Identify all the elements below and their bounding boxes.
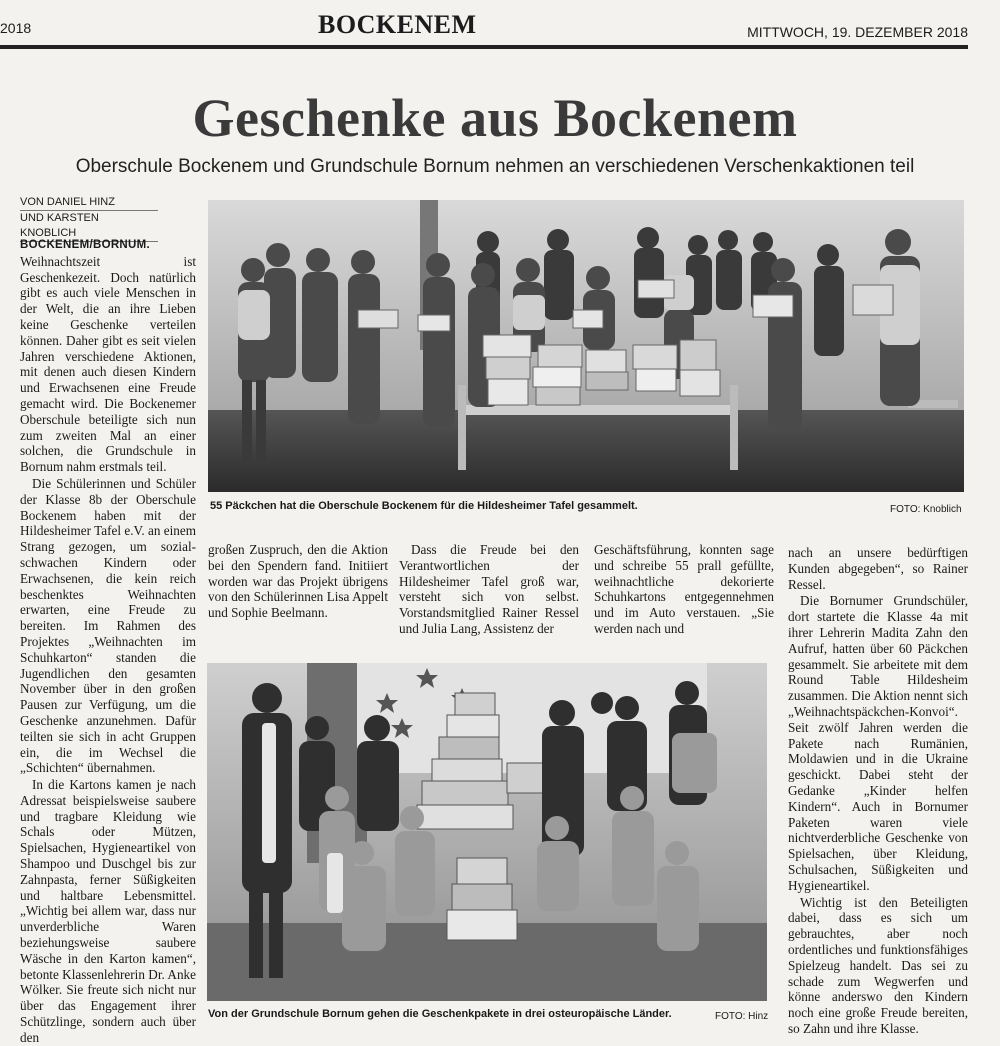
article-column-3 [399,542,579,638]
paragraph: großen Zuspruch, den die Aktion bei den Spendern fand. Initiiert worden war das Projekt übrigens von den Schülerinnen Lisa Appelt und Sophie Beelmann. [208,542,388,621]
paragraph [20,236,196,475]
paragraph-text: Weihnachtszeit ist Geschenkezeit. Doch natürlich gibt es auch viele Menschen in der Welt, die an ihre Lieben keine Geschenke verteilen können. Daher gibt es seit vielen Jahren verschiedene Aktionen, mit denen auch diesen Kindern und Erwachsenen eine Freude gemacht wird. Die Bockenemer Oberschule beteiligte sich nun zum zweiten Mal an einer solchen, die Grundschule in Bornum nahm erstmals teil. [20,253,196,475]
article-column-4 [594,542,774,638]
header-rule [0,45,968,49]
page-number-fragment: 2018 [0,20,32,36]
photo-credit-top: FOTO: Knoblich [890,504,962,515]
byline-author-1: VON DANIEL HINZ [20,195,158,211]
paragraph: Dass die Freude bei den Verantwortlichen der Hildesheimer Tafel groß war, versteht sich von selbst. Vorstandsmitglied Rainer Ressel und Julia Lang, Assistenz der [399,542,579,636]
photo-caption-bottom: Von der Grundschule Bornum gehen die Geschenkpakete in drei osteuropäische Länder. [208,1008,672,1020]
paragraph: Die Bornumer Grundschüler, dort startete die Klasse 4a mit ihrer Lehrerin Madita Zahn den Aufruf, hatten über 60 Päckchen gesammelt. Sie arbeitete mit dem Round Table Hildesheim zusammen. Die Aktion nennt sich „Weihnachtspäckchen-Konvoi“. Seit zwölf Jahren werden die Pakete nach Rumänien, Moldawien und in die Ukraine geschickt. Dabei steht der Gedanke „Kinder helfen Kindern“. Auch in Bornumer Paketen waren viele nichtverderbliche Geschenke von Spielsachen, über Kleidung, Schulsachen, Süßigkeiten und Hygieneartikel. [788,593,968,893]
photo-caption-top: 55 Päckchen hat die Oberschule Bockenem für die Hildesheimer Tafel gesammelt. [210,500,638,512]
paragraph: Geschäftsführung, konnten sage und schreibe 55 prall gefüllte, weihnachtliche dekorierte Schuhkartons entgegennehmen und im Auto verstauen. „Sie werden nach und [594,542,774,636]
photo-grundschule-image [207,663,767,1001]
photo-credit-bottom: FOTO: Hinz [715,1011,769,1022]
section-title: BOCKENEM [318,10,477,39]
paragraph: Die Schülerinnen und Schüler der Klasse 8b der Oberschule Bockenem haben mit der Hildesheimer Tafel e.V. an einem Strang gezogen, um sozial-schwachen Kindern oder Erwachsenen, die kein reich beschenktes Weihnachten erwarten, eine Freude zu bereiten. Im Rahmen des Projektes „Weihnachten im Schuhkarton“ standen die Jugendlichen den gesamten November über in den großen Pausen zur Verfügung, um die Geschenke anzunehmen. Dafür teilten sie sich in acht Gruppen ein, die im Wechsel die „Schichten“ übernahmen. [20,475,196,776]
dateline: BOCKENEM/BORNUM. [20,239,151,251]
article-column-2 [208,542,388,638]
paragraph: Wichtig ist den Beteiligten dabei, dass es sich um gebrauchtes, aber noch ordentliches und funktionsfähiges Spielzeug handelt. Das sei zu schade zum Wegwerfen und könne anderswo den Kindern noch eine große Freude bereiten, so Zahn und ihre Klasse. [788,894,968,1036]
article-column-1 [20,236,196,1045]
paragraph: nach an unsere bedürftigen Kunden abgegeben“, so Rainer Ressel. [788,545,968,592]
photo-oberschule-image [208,200,964,492]
byline-author-2: UND KARSTEN KNOBLICH [20,211,158,242]
article-headline: Geschenke aus Bockenem [192,88,798,148]
article-subheadline: Oberschule Bockenem und Grundschule Bornum nehmen an verschiedenen Verschenkaktionen teil [75,156,915,177]
issue-date: MITTWOCH, 19. DEZEMBER 2018 [747,24,968,40]
photo-oberschule-group [208,200,964,492]
article-column-5 [788,545,968,1036]
paragraph: In die Kartons kamen je nach Adressat beispielsweise saubere und tragbare Kleidung wie Schals oder Mützen, Spielsachen, Hygieneartikel von Shampoo und Duschgel bis zur Zahnpasta, ferner Süßigkeiten und haltbare Lebensmittel. „Wichtig bei allem war, dass nur unverderbliche Waren beziehungsweise saubere Wäsche in den Karton kamen“, betonte Klassenlehrerin Dr. Anke Wölker. Sie freute sich nicht nur über das Engagement ihrer Schützlinge, sondern auch über den [20,777,196,1045]
photo-grundschule-group [207,663,767,1001]
byline [20,195,160,242]
